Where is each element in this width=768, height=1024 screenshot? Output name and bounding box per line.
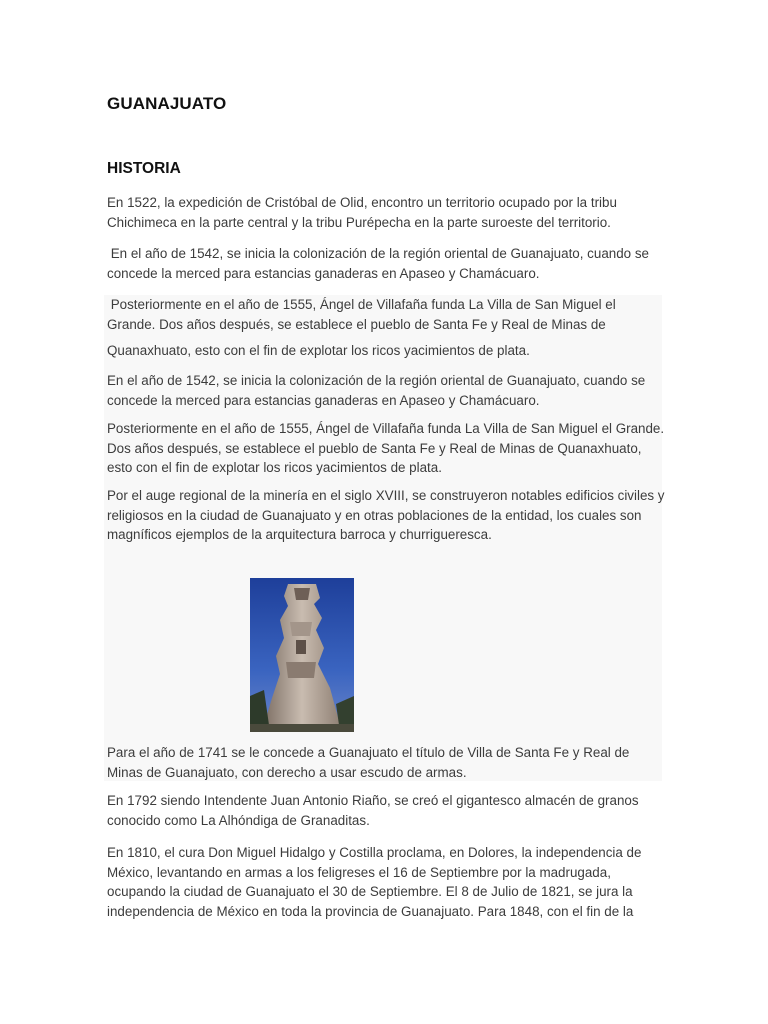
monument-photo [250,578,354,732]
paragraph: Por el auge regional de la minería en el siglo XVIII, se construyeron notables edificios civiles y religiosos en la ciudad de Guanajuato y en otras poblaciones de la entidad, los cuales son magníficos ejemplos de la arquitectura barroca y churrigueresca. [107,488,665,542]
paragraph: En 1810, el cura Don Miguel Hidalgo y Costilla proclama, en Dolores, la independencia de México, levantando en armas a los feligreses el 16 de Septiembre por la madrugada, ocupando la ciudad de Guanajuato el 30 de Septiembre. El 8 de Julio de 1821, se jura la independencia de México en toda la provincia de Guanajuato. Para 1848, con el fin de la [107,845,642,919]
paragraph: En el año de 1542, se inicia la colonización de la región oriental de Guanajuato, cuando se concede la merced para estancias ganaderas en Apaseo y Chamácuaro. [107,373,646,408]
paragraph: En el año de 1542, se inicia la colonización de la región oriental de Guanajuato, cuando se concede la merced para estancias ganaderas en Apaseo y Chamácuaro. [107,246,653,281]
monument-photo-icon [250,578,354,732]
paragraph: Quanaxhuato, esto con el fin de explotar los ricos yacimientos de plata. [107,343,530,358]
paragraph: Para el año de 1741 se le concede a Guanajuato el título de Villa de Santa Fe y Real de Minas de Guanajuato, con derecho a usar escudo de armas. [107,745,630,780]
section-heading: HISTORIA [107,160,181,177]
page-title: GUANAJUATO [107,94,227,113]
paragraph: Posteriormente en el año de 1555, Ángel de Villafaña funda La Villa de San Miguel el Grande. Dos años después, se establece el pueblo de Santa Fe y Real de Minas de [107,297,620,332]
paragraph: En 1522, la expedición de Cristóbal de Olid, encontro un territorio ocupado por la tribu Chichimeca en la parte central y la tribu Purépecha en la parte suroeste del territorio. [107,195,617,230]
paragraph: Posteriormente en el año de 1555, Ángel de Villafaña funda La Villa de San Miguel el Grande. Dos años después, se establece el pueblo de Santa Fe y Real de Minas de Quanaxhuato, esto con el fin de explotar los ricos yacimientos de plata. [107,421,665,475]
paragraph: En 1792 siendo Intendente Juan Antonio Riaño, se creó el gigantesco almacén de granos conocido como La Alhóndiga de Granaditas. [107,793,639,828]
